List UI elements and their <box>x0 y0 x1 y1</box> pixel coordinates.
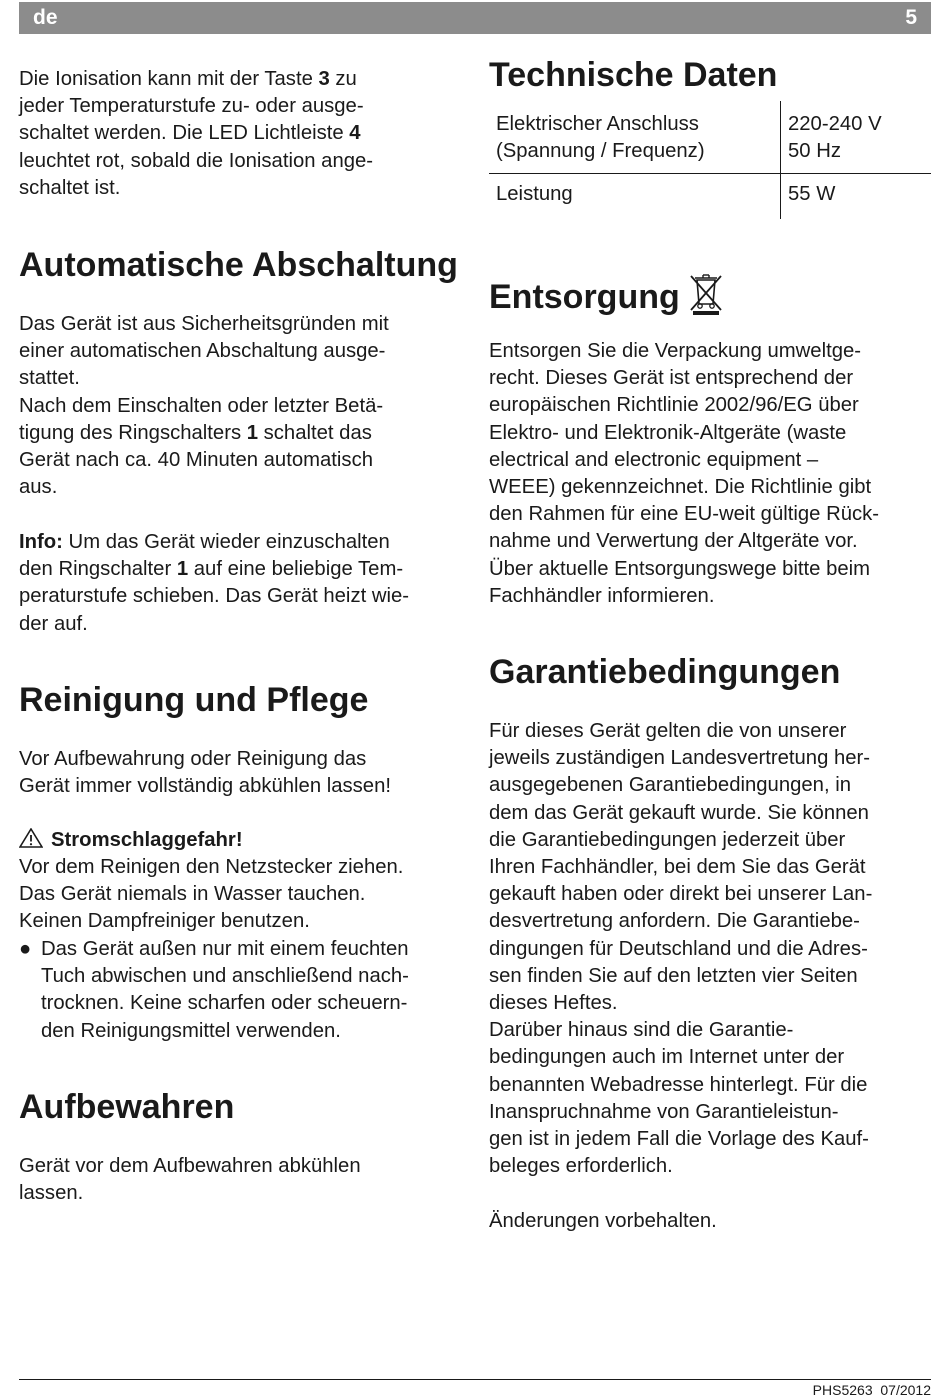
row-label-line1: Elektrischer Anschluss <box>496 113 699 135</box>
warning-triangle-icon <box>19 828 43 848</box>
table-cell-value <box>781 101 932 174</box>
intro-text-run: zu jeder Temperaturstufe zu- oder ausge- schaltet werden. Die LED Lichtleiste <box>19 68 364 145</box>
warranty-paragraph: Für dieses Gerät gelten die von unserer jeweils zuständigen Landesvertretung her- ausgegebenen Garantiebedingungen, in dem das Gerät gekauft wurde. Sie können die Garantiebedingungen jederzeit über Ihren Fachhändler, bei dem Sie das Gerät gekauft haben oder direkt bei unserer Lan- desvertretung anfordern. Die Garantiebe- dingungen für Deutschland und die Adres- sen finden Sie auf den letzten vier Seiten dieses Heftes. Darüber hinaus sind die Garantie- bedingungen auch im Internet unter der benannten Webadresse hinterlegt. Für die Inanspruchnahme von Garantieleistun- gen ist in jedem Fall die Vorlage des Kauf- beleges erforderlich. <box>489 720 873 1178</box>
info-paragraph <box>19 529 409 638</box>
heading-automatic-shutoff: Automatische Abschaltung <box>19 246 458 284</box>
heading-warranty: Garantiebedingungen <box>489 653 841 691</box>
publication-date: 07/2012 <box>880 1382 931 1398</box>
cleaning-paragraph: Vor Aufbewahrung oder Reinigung das Gerät immer vollständig abkühlen lassen! <box>19 748 392 798</box>
intro-text-run: leuchtet rot, sobald die Ionisation ange- schaltet ist. <box>19 149 374 199</box>
disposal-paragraph: Entsorgen Sie die Verpackung umweltge- recht. Dieses Gerät ist entsprechend der europäischen Richtlinie 2002/96/EG über Elektro- und Elektronik-Altgeräte (waste electrical and electronic equipment – WEEE) gekennzeichnet. Die Richtlinie gibt den Rahmen für eine EU-weit gültige Rück- nahme und Verwertung der Altgeräte vor. Über aktuelle Entsorgungswege bitte beim Fachhändler informieren. <box>489 340 880 607</box>
storage-paragraph: Gerät vor dem Aufbewahren abkühlen lassen. <box>19 1155 361 1205</box>
ref-number: 3 <box>318 68 330 90</box>
technical-data-table <box>489 101 931 219</box>
auto-ref-number: 1 <box>246 421 259 444</box>
row-value-line2: 50 Hz <box>788 140 841 163</box>
page-header-bar <box>19 2 931 34</box>
table-row <box>489 174 931 219</box>
auto-shutoff-paragraph <box>19 311 389 501</box>
info-text-a: Um das Gerät wieder einzuschalten den Ringschalter <box>19 531 390 581</box>
changes-reserved-note: Änderungen vorbehalten. <box>489 1210 717 1232</box>
info-label: Info: <box>19 531 63 553</box>
model-number: PHS5263 <box>812 1382 873 1398</box>
language-code: de <box>33 6 58 29</box>
heading-cleaning: Reinigung und Pflege <box>19 681 369 719</box>
row-value-line1: 220-240 V <box>788 113 882 135</box>
heading-disposal <box>489 272 724 317</box>
cleaning-bullet-list <box>19 936 469 1045</box>
ref-number: 4 <box>349 122 361 145</box>
heading-storage: Aufbewahren <box>19 1088 235 1126</box>
crossed-out-wheelie-bin-icon <box>688 272 724 316</box>
row-label-line2: (Spannung / Frequenz) <box>496 140 705 163</box>
warning-label: Stromschlaggefahr! <box>51 829 243 851</box>
table-cell-value <box>781 174 932 219</box>
heading-technical-data: Technische Daten <box>489 56 778 94</box>
auto-text-a: Das Gerät ist aus Sicherheitsgründen mit einer automatischen Abschaltung ausge- stattet. Nach dem Einschalten oder letzter Betä- tigung des Ringschalters <box>19 313 389 444</box>
info-ref-number: 1 <box>176 558 189 581</box>
disposal-heading-text: Entsorgung <box>489 278 680 316</box>
ionisation-paragraph <box>19 66 373 202</box>
info-text-b: auf eine beliebige Tem- peraturstufe schieben. Das Gerät heizt wie- der auf. <box>19 558 410 635</box>
intro-text-run: Die Ionisation kann mit der Taste <box>19 68 319 90</box>
table-cell-label <box>489 101 781 174</box>
auto-text-b: schaltet das Gerät nach ca. 40 Minuten automatisch aus. <box>19 421 373 499</box>
table-row <box>489 101 931 174</box>
footer-divider <box>19 1379 931 1380</box>
table-cell-label <box>489 174 781 219</box>
row-label-line1: Leistung <box>496 183 573 206</box>
list-item <box>19 936 469 1045</box>
page-number: 5 <box>905 6 917 29</box>
bullet-text: Das Gerät außen nur mit einem feuchten Tuch abwischen und anschließend nach- trocknen. Keine scharfen oder scheuern- den Reinigungsmittel verwenden. <box>41 938 409 1042</box>
cleaning-safety-paragraph: Vor dem Reinigen den Netzstecker ziehen. Das Gerät niemals in Wasser tauchen. Keinen Dampfreiniger benutzen. <box>19 856 404 933</box>
bullet-dot-icon: ● <box>19 938 32 960</box>
electric-shock-warning <box>19 827 243 854</box>
row-value-line1: 55 W <box>788 183 836 206</box>
footer-model-date <box>813 1382 931 1398</box>
